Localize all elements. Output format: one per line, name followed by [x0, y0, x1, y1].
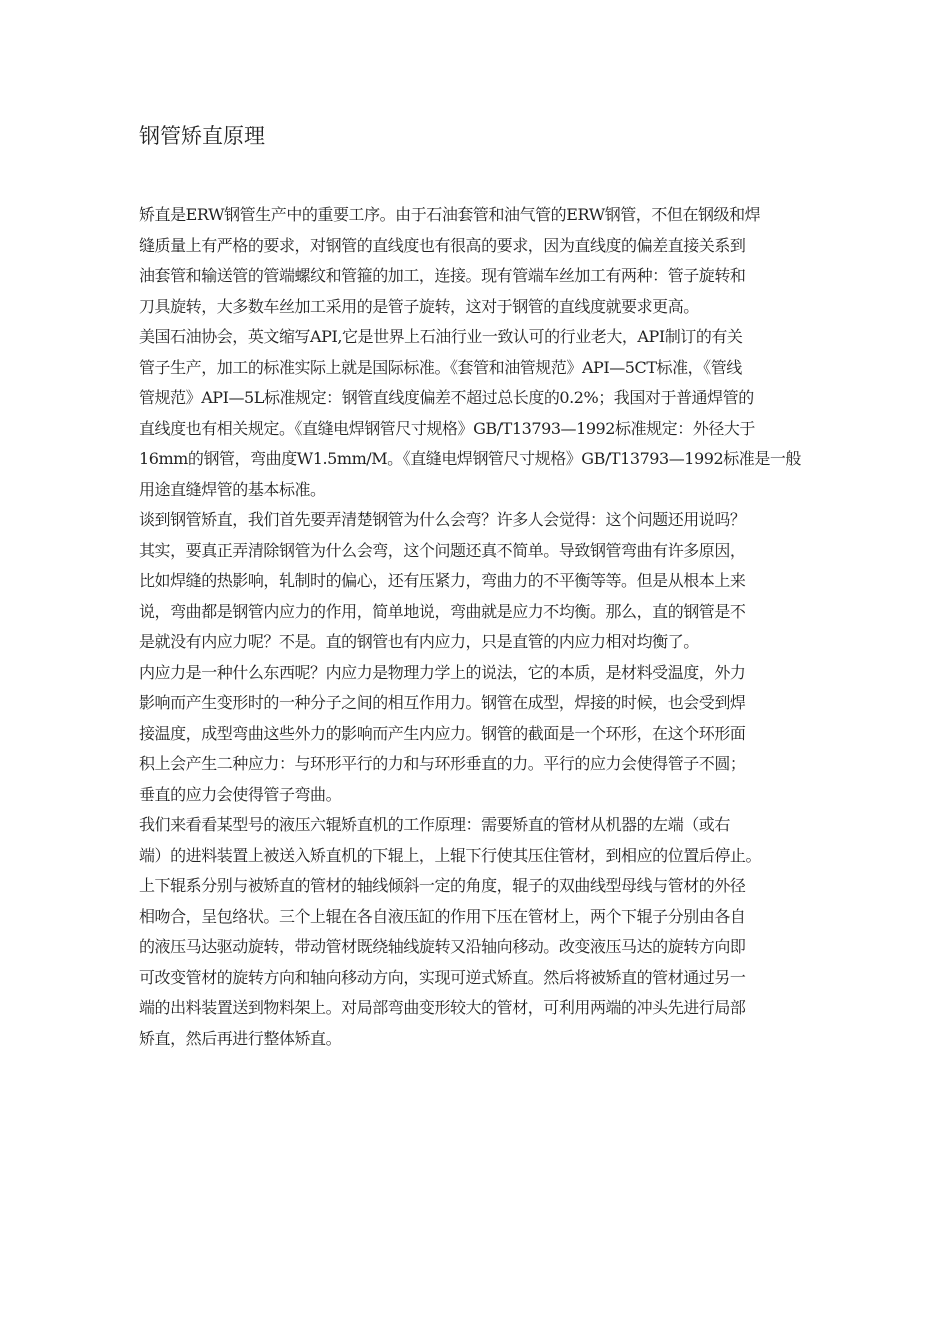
document-body: [139, 200, 819, 1054]
paragraph-api-standards: [139, 322, 819, 505]
text-line: 积上会产生二种应力：与环形平行的力和与环形垂直的力。平行的应力会使得管子不圆；: [139, 754, 746, 773]
text-line: 管规范》API—5L标准规定：钢管直线度偏差不超过总长度的0.2%；我国对于普通焊管的: [139, 388, 754, 407]
text-line: 内应力是一种什么东西呢？内应力是物理力学上的说法，它的本质，是材料受温度，外力: [139, 662, 746, 682]
text-line: 矫直，然后再进行整体矫直。: [139, 1028, 342, 1048]
text-line: 缝质量上有严格的要求，对钢管的直线度也有很高的要求，因为直线度的偏差直接关系到: [139, 235, 746, 255]
text-line: 影响而产生变形时的一种分子之间的相互作用力。钢管在成型，焊接的时候，也会受到焊: [139, 693, 746, 712]
text-line: 端的出料装置送到物料架上。对局部弯曲变形较大的管材，可利用两端的冲头先进行局部: [139, 998, 746, 1017]
text-line: 用途直缝焊管的基本标准。: [139, 479, 326, 499]
text-line: 垂直的应力会使得管子弯曲。: [139, 784, 342, 804]
text-line: 16mm的钢管，弯曲度W1.5mm/M。《直缝电焊钢管尺寸规格》GB/T13793—1992标准是一般: [139, 449, 801, 468]
text-line: 相吻合，呈包络状。三个上辊在各自液压缸的作用下压在管材上，两个下辊子分别由各自: [139, 906, 746, 926]
text-line: 其实，要真正弄清除钢管为什么会弯，这个问题还真不简单。导致钢管弯曲有许多原因，: [139, 540, 746, 560]
text-line: 是就没有内应力呢？不是。直的钢管也有内应力，只是直管的内应力相对均衡了。: [139, 632, 699, 651]
paragraph-why-pipes-bend: [139, 505, 819, 658]
text-line: 我们来看看某型号的液压六辊矫直机的工作原理：需要矫直的管材从机器的左端（或右: [139, 815, 730, 834]
paragraph-internal-stress: [139, 658, 819, 811]
text-line: 直线度也有相关规定。《直缝电焊钢管尺寸规格》GB/T13793—1992标准规定：外径大于: [139, 418, 755, 438]
text-line: 管子生产，加工的标准实际上就是国际标准。《套管和油管规范》API—5CT标准，《管线: [139, 357, 742, 377]
text-line: 接温度，成型弯曲这些外力的影响而产生内应力。钢管的截面是一个环形，在这个环形面: [139, 723, 746, 743]
text-line: 的液压马达驱动旋转，带动管材既绕轴线旋转又沿轴向移动。改变液压马达的旋转方向即: [139, 937, 746, 956]
text-line: 比如焊缝的热影响，轧制时的偏心，还有压紧力，弯曲力的不平衡等等。但是从根本上来: [139, 571, 746, 590]
document-title: 钢管矫直原理: [139, 124, 265, 148]
text-line: 端）的进料装置上被送入矫直机的下辊上，上辊下行使其压住管材，到相应的位置后停止。: [139, 845, 762, 865]
text-line: 说，弯曲都是钢管内应力的作用，简单地说，弯曲就是应力不均衡。那么，直的钢管是不: [139, 601, 746, 621]
paragraph-erw-straightening-importance: [139, 200, 819, 322]
text-line: 美国石油协会，英文缩写API,它是世界上石油行业一致认可的行业老大，API制订的有关: [139, 327, 743, 346]
text-line: 刀具旋转，大多数车丝加工采用的是管子旋转，这对于钢管的直线度就要求更高。: [139, 296, 699, 316]
text-line: 上下辊系分别与被矫直的管材的轴线倾斜一定的角度，辊子的双曲线型母线与管材的外径: [139, 876, 746, 895]
paragraph-six-roll-straightener: [139, 810, 819, 1054]
text-line: 谈到钢管矫直，我们首先要弄清楚钢管为什么会弯？许多人会觉得：这个问题还用说吗？: [139, 510, 746, 529]
text-line: 可改变管材的旋转方向和轴向移动方向，实现可逆式矫直。然后将被矫直的管材通过另一: [139, 967, 746, 987]
text-line: 油套管和输送管的管端螺纹和管箍的加工，连接。现有管端车丝加工有两种：管子旋转和: [139, 266, 746, 285]
text-line: 矫直是ERW钢管生产中的重要工序。由于石油套管和油气管的ERW钢管，不但在钢级和焊: [139, 205, 761, 224]
